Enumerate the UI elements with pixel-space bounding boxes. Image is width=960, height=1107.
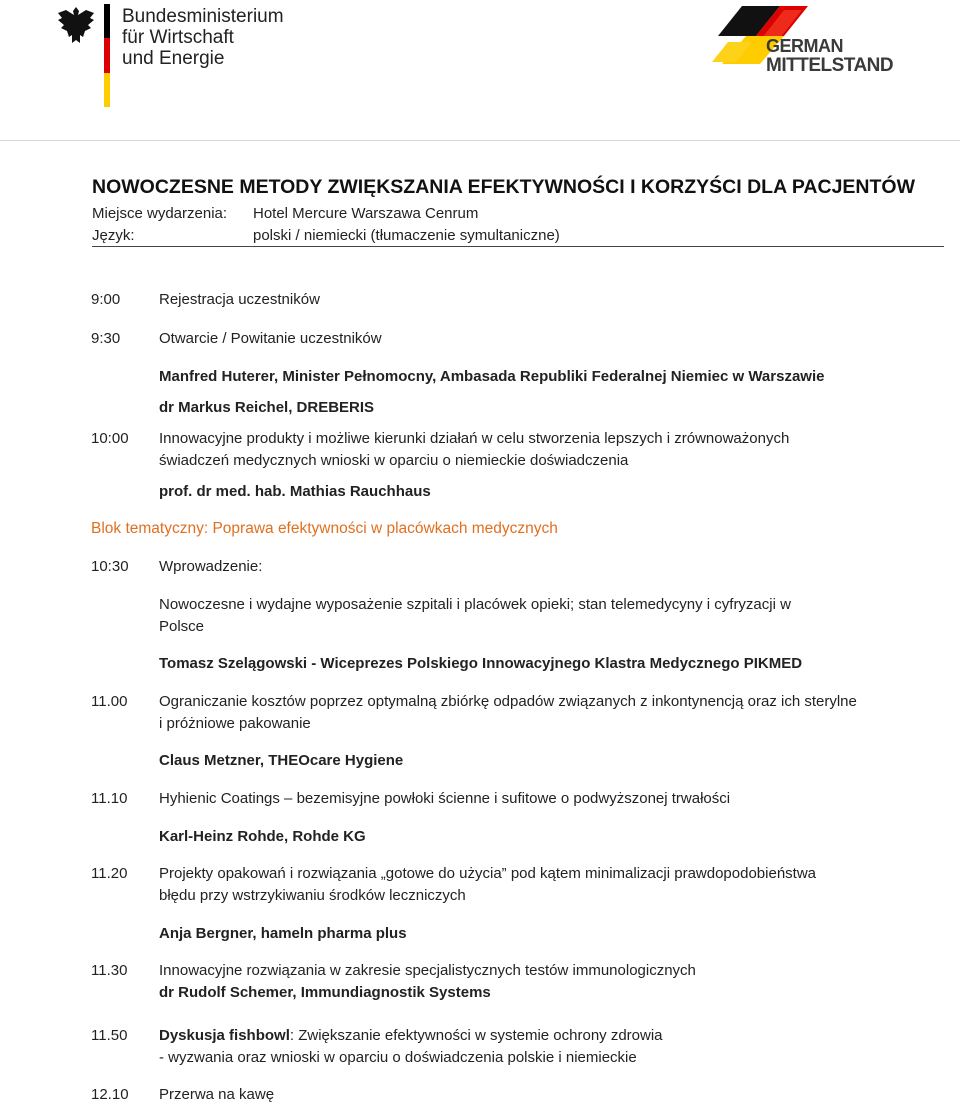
agenda-time: 10:30	[91, 558, 129, 575]
page-header	[0, 0, 960, 140]
agenda-speaker: prof. dr med. hab. Mathias Rauchhaus	[159, 483, 431, 500]
agenda-time: 11.50	[91, 1027, 128, 1044]
agenda-item-text: - wyzwania oraz wnioski w oparciu o doświadczenia polskie i niemieckie	[159, 1049, 637, 1066]
agenda-time: 9:00	[91, 291, 121, 308]
ministry-line: Bundesministerium	[122, 6, 284, 27]
agenda-item-text: Rejestracja uczestników	[159, 291, 320, 308]
ministry-name	[122, 6, 284, 69]
agenda-speaker: dr Rudolf Schemer, Immundiagnostik Systems	[159, 984, 491, 1001]
agenda-time: 11.00	[91, 693, 128, 710]
agenda-speaker: Anja Bergner, hameln pharma plus	[159, 925, 407, 942]
agenda-item-text: Projekty opakowań i rozwiązania „gotowe do użycia” pod kątem minimalizacji prawdopodobieństwa	[159, 865, 816, 882]
wordmark-line: GERMAN	[766, 36, 843, 56]
event-title: NOWOCZESNE METODY ZWIĘKSZANIA EFEKTYWNOŚCI I KORZYŚCI DLA PACJENTÓW	[92, 176, 915, 198]
discussion-format-label: Dyskusja fishbowl	[159, 1027, 290, 1044]
thematic-block-heading: Blok tematyczny: Poprawa efektywności w placówkach medycznych	[91, 520, 558, 537]
agenda-item-text: Nowoczesne i wydajne wyposażenie szpitali i placówek opieki; stan telemedycyny i cyfryzacji w	[159, 596, 791, 613]
federal-eagle-logo	[56, 4, 96, 46]
venue-label: Miejsce wydarzenia:	[92, 205, 228, 222]
agenda-item-text: błędu przy wstrzykiwaniu środków leczniczych	[159, 887, 466, 904]
agenda-item-text	[159, 1025, 663, 1047]
agenda-item-text: świadczeń medycznych wnioski w oparciu o niemieckie doświadczenia	[159, 452, 629, 469]
agenda-item-text: Otwarcie / Powitanie uczestników	[159, 330, 382, 347]
german-flag-bar	[104, 4, 110, 107]
agenda-speaker: Claus Metzner, THEOcare Hygiene	[159, 752, 404, 769]
agenda-item-text: Innowacyjne rozwiązania w zakresie specjalistycznych testów immunologicznych	[159, 962, 696, 979]
agenda-item-text: i próżniowe pakowanie	[159, 715, 311, 732]
language-value: polski / niemiecki (tłumaczenie symultaniczne)	[253, 227, 560, 244]
agenda-time: 11.30	[91, 962, 128, 979]
agenda-time: 11.20	[91, 865, 128, 882]
agenda-item-text: Wprowadzenie:	[159, 558, 263, 575]
venue-row	[92, 205, 478, 222]
agenda-speaker: Tomasz Szelągowski - Wiceprezes Polskiego Innowacyjnego Klastra Medycznego PIKMED	[159, 655, 803, 672]
ministry-line: für Wirtschaft	[122, 27, 234, 48]
agenda-speaker: Karl-Heinz Rohde, Rohde KG	[159, 828, 366, 845]
agenda-speaker: dr Markus Reichel, DREBERIS	[159, 399, 375, 416]
header-divider	[0, 140, 960, 141]
language-label: Język:	[92, 227, 135, 244]
discussion-topic: : Zwiększanie efektywności w systemie ochrony zdrowia	[289, 1027, 663, 1044]
ministry-line: und Energie	[122, 48, 225, 69]
wordmark-line: MITTELSTAND	[766, 55, 894, 76]
venue-value: Hotel Mercure Warszawa Cenrum	[253, 205, 479, 222]
german-mittelstand-wordmark	[766, 36, 893, 76]
agenda-time: 12.10	[91, 1086, 129, 1103]
agenda-time: 10:00	[91, 430, 129, 447]
language-row	[92, 227, 560, 244]
agenda-item-text: Ograniczanie kosztów poprzez optymalną zbiórkę odpadów związanych z inkontynencją oraz ich sterylne	[159, 693, 857, 710]
agenda-time: 9:30	[91, 330, 121, 347]
title-divider	[92, 246, 944, 247]
agenda-speaker: Manfred Huterer, Minister Pełnomocny, Ambasada Republiki Federalnej Niemiec w Warszawie	[159, 368, 825, 385]
agenda-time: 11.10	[91, 790, 128, 807]
agenda-item-text: Hyhienic Coatings – bezemisyjne powłoki ścienne i sufitowe o podwyższonej trwałości	[159, 790, 731, 807]
agenda-item-text: Polsce	[159, 618, 205, 635]
agenda-item-text: Przerwa na kawę	[159, 1086, 275, 1103]
agenda-item-text: Innowacyjne produkty i możliwe kierunki działań w celu stworzenia lepszych i zrównoważonych	[159, 430, 790, 447]
